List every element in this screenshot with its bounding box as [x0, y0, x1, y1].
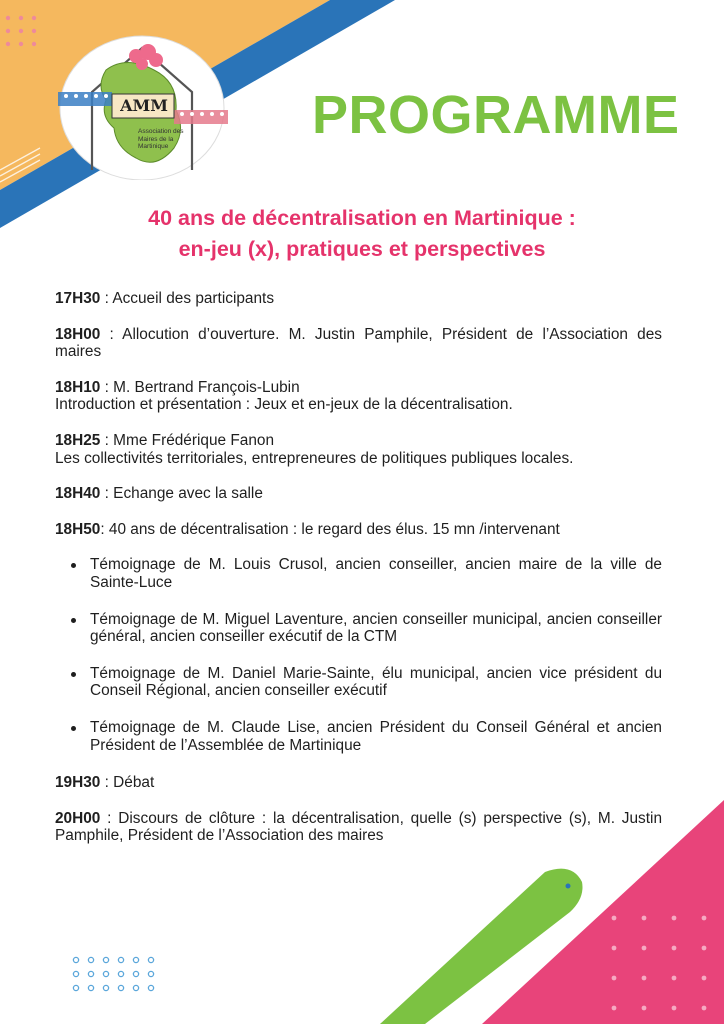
program-extra: Les collectivités territoriales, entrepreneures de politiques publiques locales.	[55, 449, 574, 467]
program-time: 18H10	[55, 378, 101, 396]
program-item	[55, 326, 662, 361]
program-text: : M. Bertrand François-Lubin	[100, 378, 300, 396]
program-item	[55, 290, 662, 308]
subtitle-line-1: 40 ans de décentralisation en Martinique :	[148, 206, 576, 230]
testimony-list	[55, 556, 662, 754]
testimony-item: Témoignage de M. Claude Lise, ancien Président du Conseil Général et ancien Président de l’Assemblée de Martinique	[90, 718, 662, 754]
logo-acronym: AMM	[120, 96, 168, 115]
amm-logo	[56, 30, 228, 180]
testimony-item: Témoignage de M. Miguel Laventure, ancien conseiller municipal, ancien conseiller général, ancien conseiller exécutif de la CTM	[90, 610, 662, 646]
program-text: : Mme Frédérique Fanon	[100, 431, 275, 449]
program-text: : 40 ans de décentralisation : le regard des élus. 15 mn /intervenant	[100, 520, 560, 538]
program-text: : Discours de clôture : la décentralisation, quelle (s) perspective (s), M. Justin Pamphile, Président de l’Association des maires	[55, 809, 662, 845]
blue-dot	[566, 884, 571, 889]
program-item	[55, 521, 662, 539]
program-extra: Introduction et présentation : Jeux et en-jeux de la décentralisation.	[55, 396, 513, 414]
program-time: 18H40	[55, 485, 101, 503]
program-text: : Accueil des participants	[100, 290, 275, 307]
program-text: : Allocution d’ouverture. M. Justin Pamphile, Président de l’Association des maires	[55, 325, 662, 361]
program-item	[55, 432, 662, 467]
program-text: : Echange avec la salle	[100, 485, 263, 503]
subtitle-line-2: en-jeu (x), pratiques et perspectives	[178, 237, 546, 261]
program-time: 18H25	[55, 431, 101, 449]
program-time: 19H30	[55, 774, 101, 792]
program-time: 18H00	[55, 325, 101, 343]
program-time: 20H00	[55, 809, 101, 827]
page-subtitle	[60, 203, 664, 265]
logo-caption: Association des Maires de la Martinique	[138, 128, 184, 150]
program-item	[55, 485, 662, 503]
program-item	[55, 379, 662, 414]
page-title: PROGRAMME	[312, 85, 680, 145]
program-time: 18H50	[55, 520, 101, 538]
program-time: 17H30	[55, 290, 101, 307]
testimony-item: Témoignage de M. Louis Crusol, ancien conseiller, ancien maire de la ville de Sainte-Luce	[90, 556, 662, 591]
program-item	[55, 774, 662, 792]
bottom-dot-grid	[73, 957, 153, 990]
program-text: : Débat	[100, 774, 155, 792]
program-content	[55, 290, 662, 863]
testimony-item: Témoignage de M. Daniel Marie-Sainte, élu municipal, ancien vice président du Conseil Régional, ancien conseiller exécutif	[90, 664, 662, 700]
program-item	[55, 810, 662, 845]
